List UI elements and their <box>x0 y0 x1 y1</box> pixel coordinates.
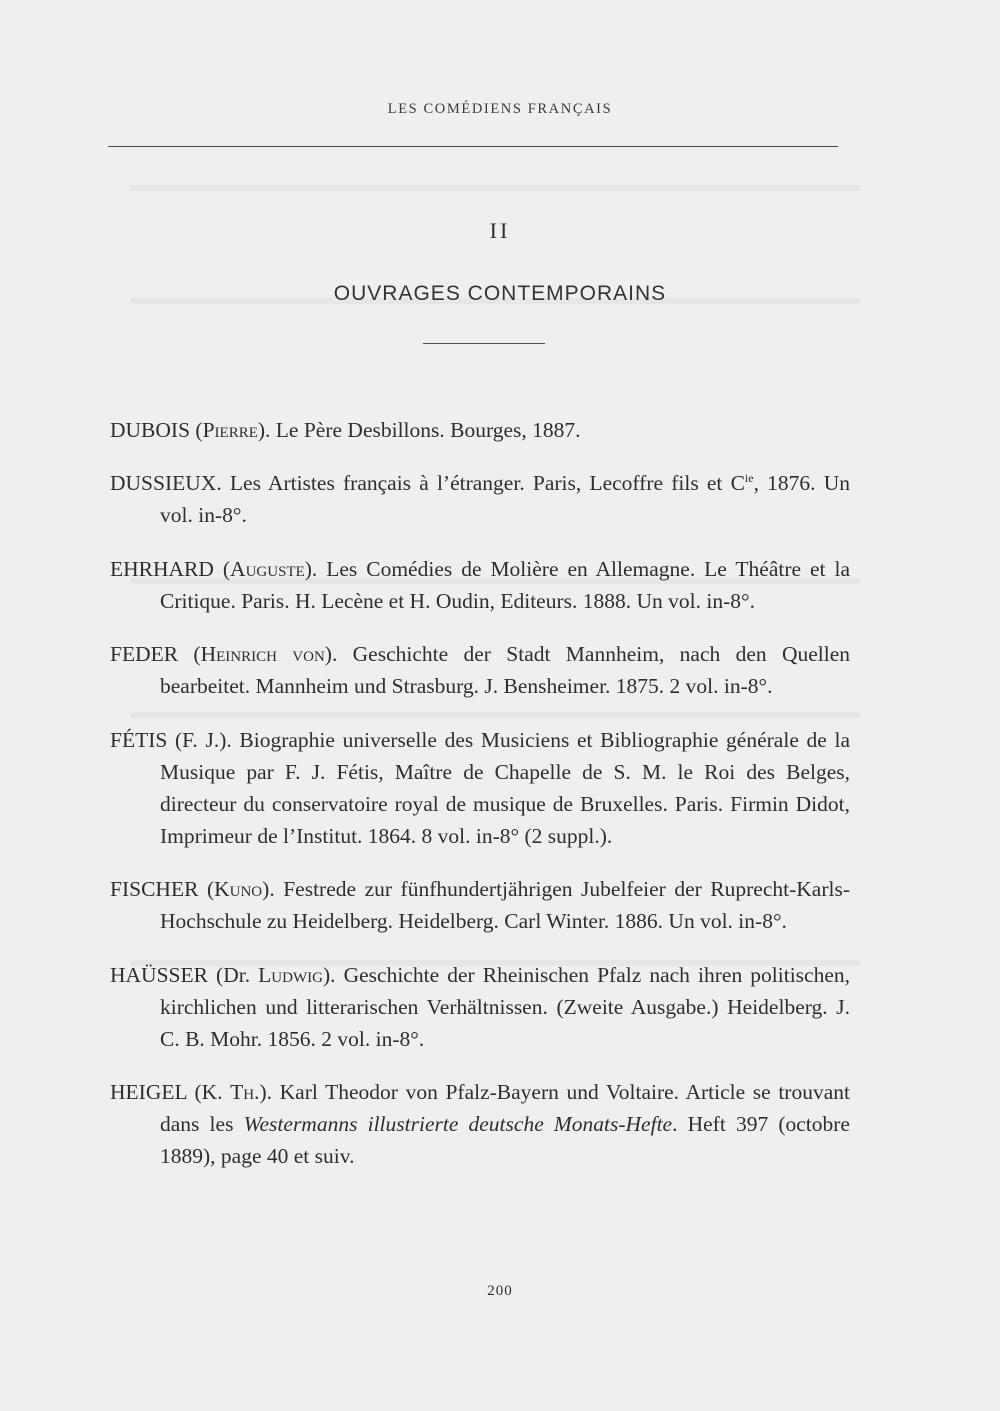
author-name: FISCHER ( <box>110 877 215 901</box>
section-title: OUVRAGES CONTEMPORAINS <box>333 282 667 305</box>
bibliography-entry <box>110 638 850 702</box>
bibliography-list <box>110 392 850 1185</box>
author-close: ) <box>322 962 331 987</box>
entry-text-continued: . Heft 397 (octobre 1889), page 40 et suiv. <box>160 1112 850 1168</box>
entry-text: . Geschichte der Rheinischen Pfalz nach ihren politischen, kirchlichen und litterarischen Verhältnissen. (Zweite Ausgabe.) Heidelberg. J. C. B. Mohr. 1856. 2 vol. in-8°. <box>160 962 850 1051</box>
author-name: EHRHARD ( <box>110 556 231 581</box>
author-name: HAÜSSER (Dr. <box>110 962 259 987</box>
bibliography-entry <box>110 553 850 617</box>
page-number: 200 <box>487 1283 513 1299</box>
running-head: LES COMÉDIENS FRANÇAIS <box>387 101 613 117</box>
author-qualifier: Pierre <box>202 417 258 442</box>
author-name: FEDER ( <box>110 642 201 666</box>
bibliography-entry <box>110 467 850 531</box>
author-close: ) <box>259 1080 267 1104</box>
title-rule <box>423 343 545 344</box>
bibliography-entry <box>110 959 850 1055</box>
show-through <box>130 185 860 191</box>
header-rule <box>108 146 838 147</box>
author-qualifier: Th. <box>230 1080 260 1104</box>
entry-text: . Le Père Desbillons. Bourges, 1887. <box>265 417 581 442</box>
author-qualifier: Heinrich von <box>200 642 325 666</box>
author-close: ) <box>257 417 266 442</box>
periodical-title: Westermanns illustrierte deutsche Monats-Hefte <box>243 1112 673 1136</box>
author-name: DUBOIS ( <box>110 417 203 442</box>
author-qualifier: Ludwig <box>258 962 323 987</box>
superscript: ie <box>744 470 754 485</box>
author-close: ) <box>324 642 332 666</box>
bibliography-entry <box>110 724 850 852</box>
section-number: II <box>489 218 511 243</box>
author-close: ) <box>262 877 270 901</box>
author-name: FÉTIS (F. J.) <box>110 727 227 752</box>
author-close: ) <box>304 556 312 581</box>
entry-text: . Festrede zur fünfhundertjährigen Jubelfeier der Ruprecht-Karls-Hochschule zu Heidelberg. Heidelberg. Carl Winter. 1886. Un vol. in-8°. <box>160 877 850 933</box>
entry-text: . Karl Theodor von Pfalz-Bayern und Voltaire. Article se trouvant dans les <box>160 1080 850 1136</box>
author-qualifier: Kuno <box>214 877 263 901</box>
entry-text-continued: , 1876. Un vol. in-8°. <box>160 471 850 527</box>
bibliography-entry <box>110 873 850 937</box>
entry-text: . Geschichte der Stadt Mannheim, nach den Quellen bearbeitet. Mannheim und Strasburg. J. Bensheimer. 1875. 2 vol. in-8°. <box>160 642 851 698</box>
entry-text: . Biographie universelle des Musiciens et Bibliographie générale de la Musique par F. J. Fétis, Maître de Chapelle de S. M. le Roi des Belges, directeur du conservatoire royal de musique de Bruxelles. Paris. Firmin Didot, Imprimeur de l’Institut. 1864. 8 vol. in-8° (2 suppl.). <box>160 727 851 848</box>
entry-text: . Les Artistes français à l’étranger. Paris, Lecoffre fils et C <box>216 471 745 495</box>
author-name: DUSSIEUX <box>110 471 217 495</box>
author-qualifier: Auguste <box>230 556 305 581</box>
author-name: HEIGEL (K. <box>110 1080 231 1104</box>
bibliography-entry <box>110 1076 850 1172</box>
entry-text: . Les Comédies de Molière en Allemagne. Le Théâtre et la Critique. Paris. H. Lecène et H. Oudin, Editeurs. 1888. Un vol. in-8°. <box>160 556 850 613</box>
bibliography-entry <box>110 414 850 446</box>
